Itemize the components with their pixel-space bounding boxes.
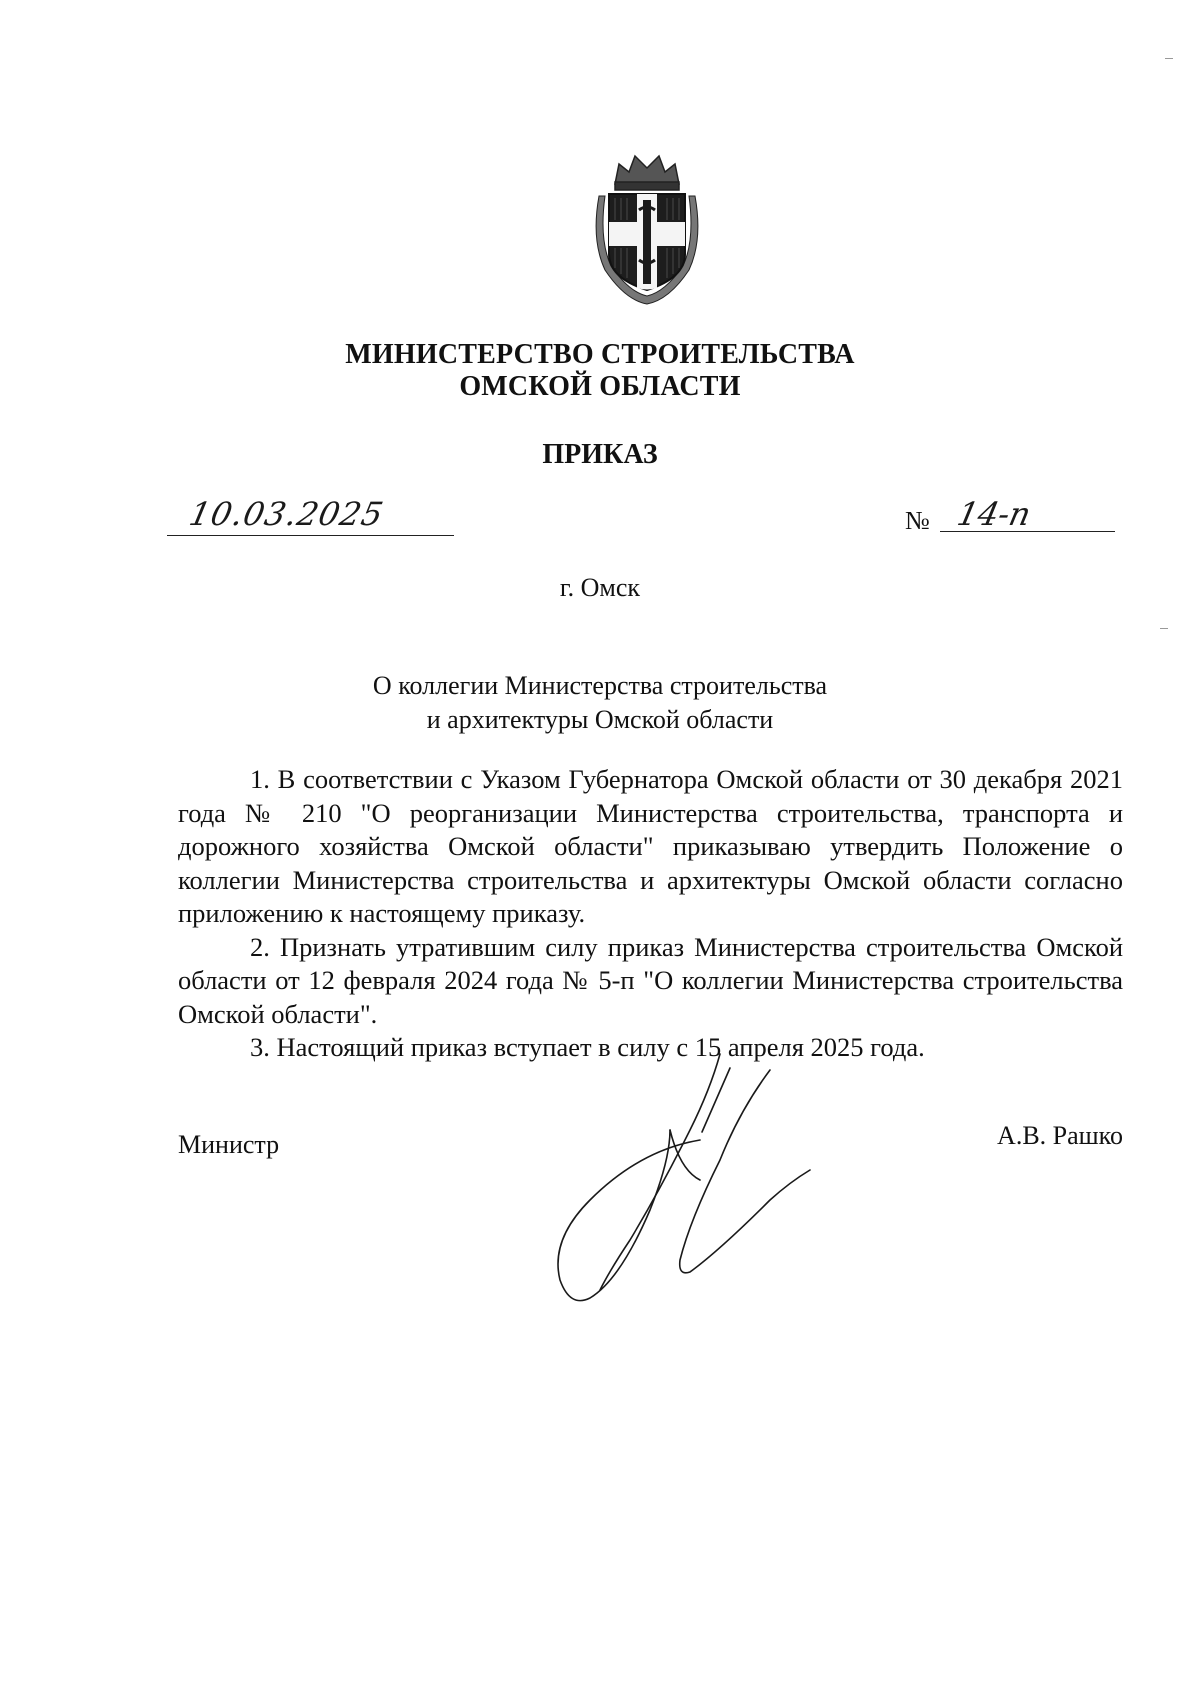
date-underline	[167, 535, 454, 536]
number-underline	[940, 531, 1115, 532]
order-body	[178, 763, 1123, 1065]
handwritten-date: 10.03.2025	[185, 495, 388, 533]
coat-of-arms-emblem	[585, 150, 709, 306]
document-type-title: ПРИКАЗ	[542, 439, 658, 470]
subject-line1: О коллегии Министерства строительства	[372, 671, 828, 700]
order-paragraph-1: 1. В соответствии с Указом Губернатора Омской области от 30 декабря 2021 года № 210 "О реорганизации Министерства строительства, транспорта и дорожного хозяйства Омской области" приказываю утвердить Положение о коллегии Министерства строительства и архитектуры Омской области согласно приложению к настоящему приказу.	[178, 764, 1123, 928]
signatory-name: А.В. Рашко	[997, 1121, 1123, 1150]
number-label: №	[905, 506, 930, 535]
subject-line2: и архитектуры Омской области	[426, 705, 774, 734]
scan-speck	[1160, 628, 1168, 629]
scan-speck	[1165, 58, 1173, 59]
organization-name-line1: МИНИСТЕРСТВО СТРОИТЕЛЬСТВА	[345, 339, 855, 370]
organization-name-line2: ОМСКОЙ ОБЛАСТИ	[459, 371, 741, 402]
handwritten-signature	[520, 1050, 820, 1310]
signatory-role: Министр	[178, 1130, 280, 1159]
order-paragraph-2: 2. Признать утратившим силу приказ Министерства строительства Омской области от 12 февраля 2024 года № 5-п "О коллегии Министерства строительства Омской области".	[178, 931, 1123, 1029]
handwritten-number: 14-п	[953, 495, 1035, 533]
order-paragraph-3: 3. Настоящий приказ вступает в силу с 15 апреля 2025 года.	[250, 1032, 925, 1062]
city-line: г. Омск	[559, 573, 641, 602]
